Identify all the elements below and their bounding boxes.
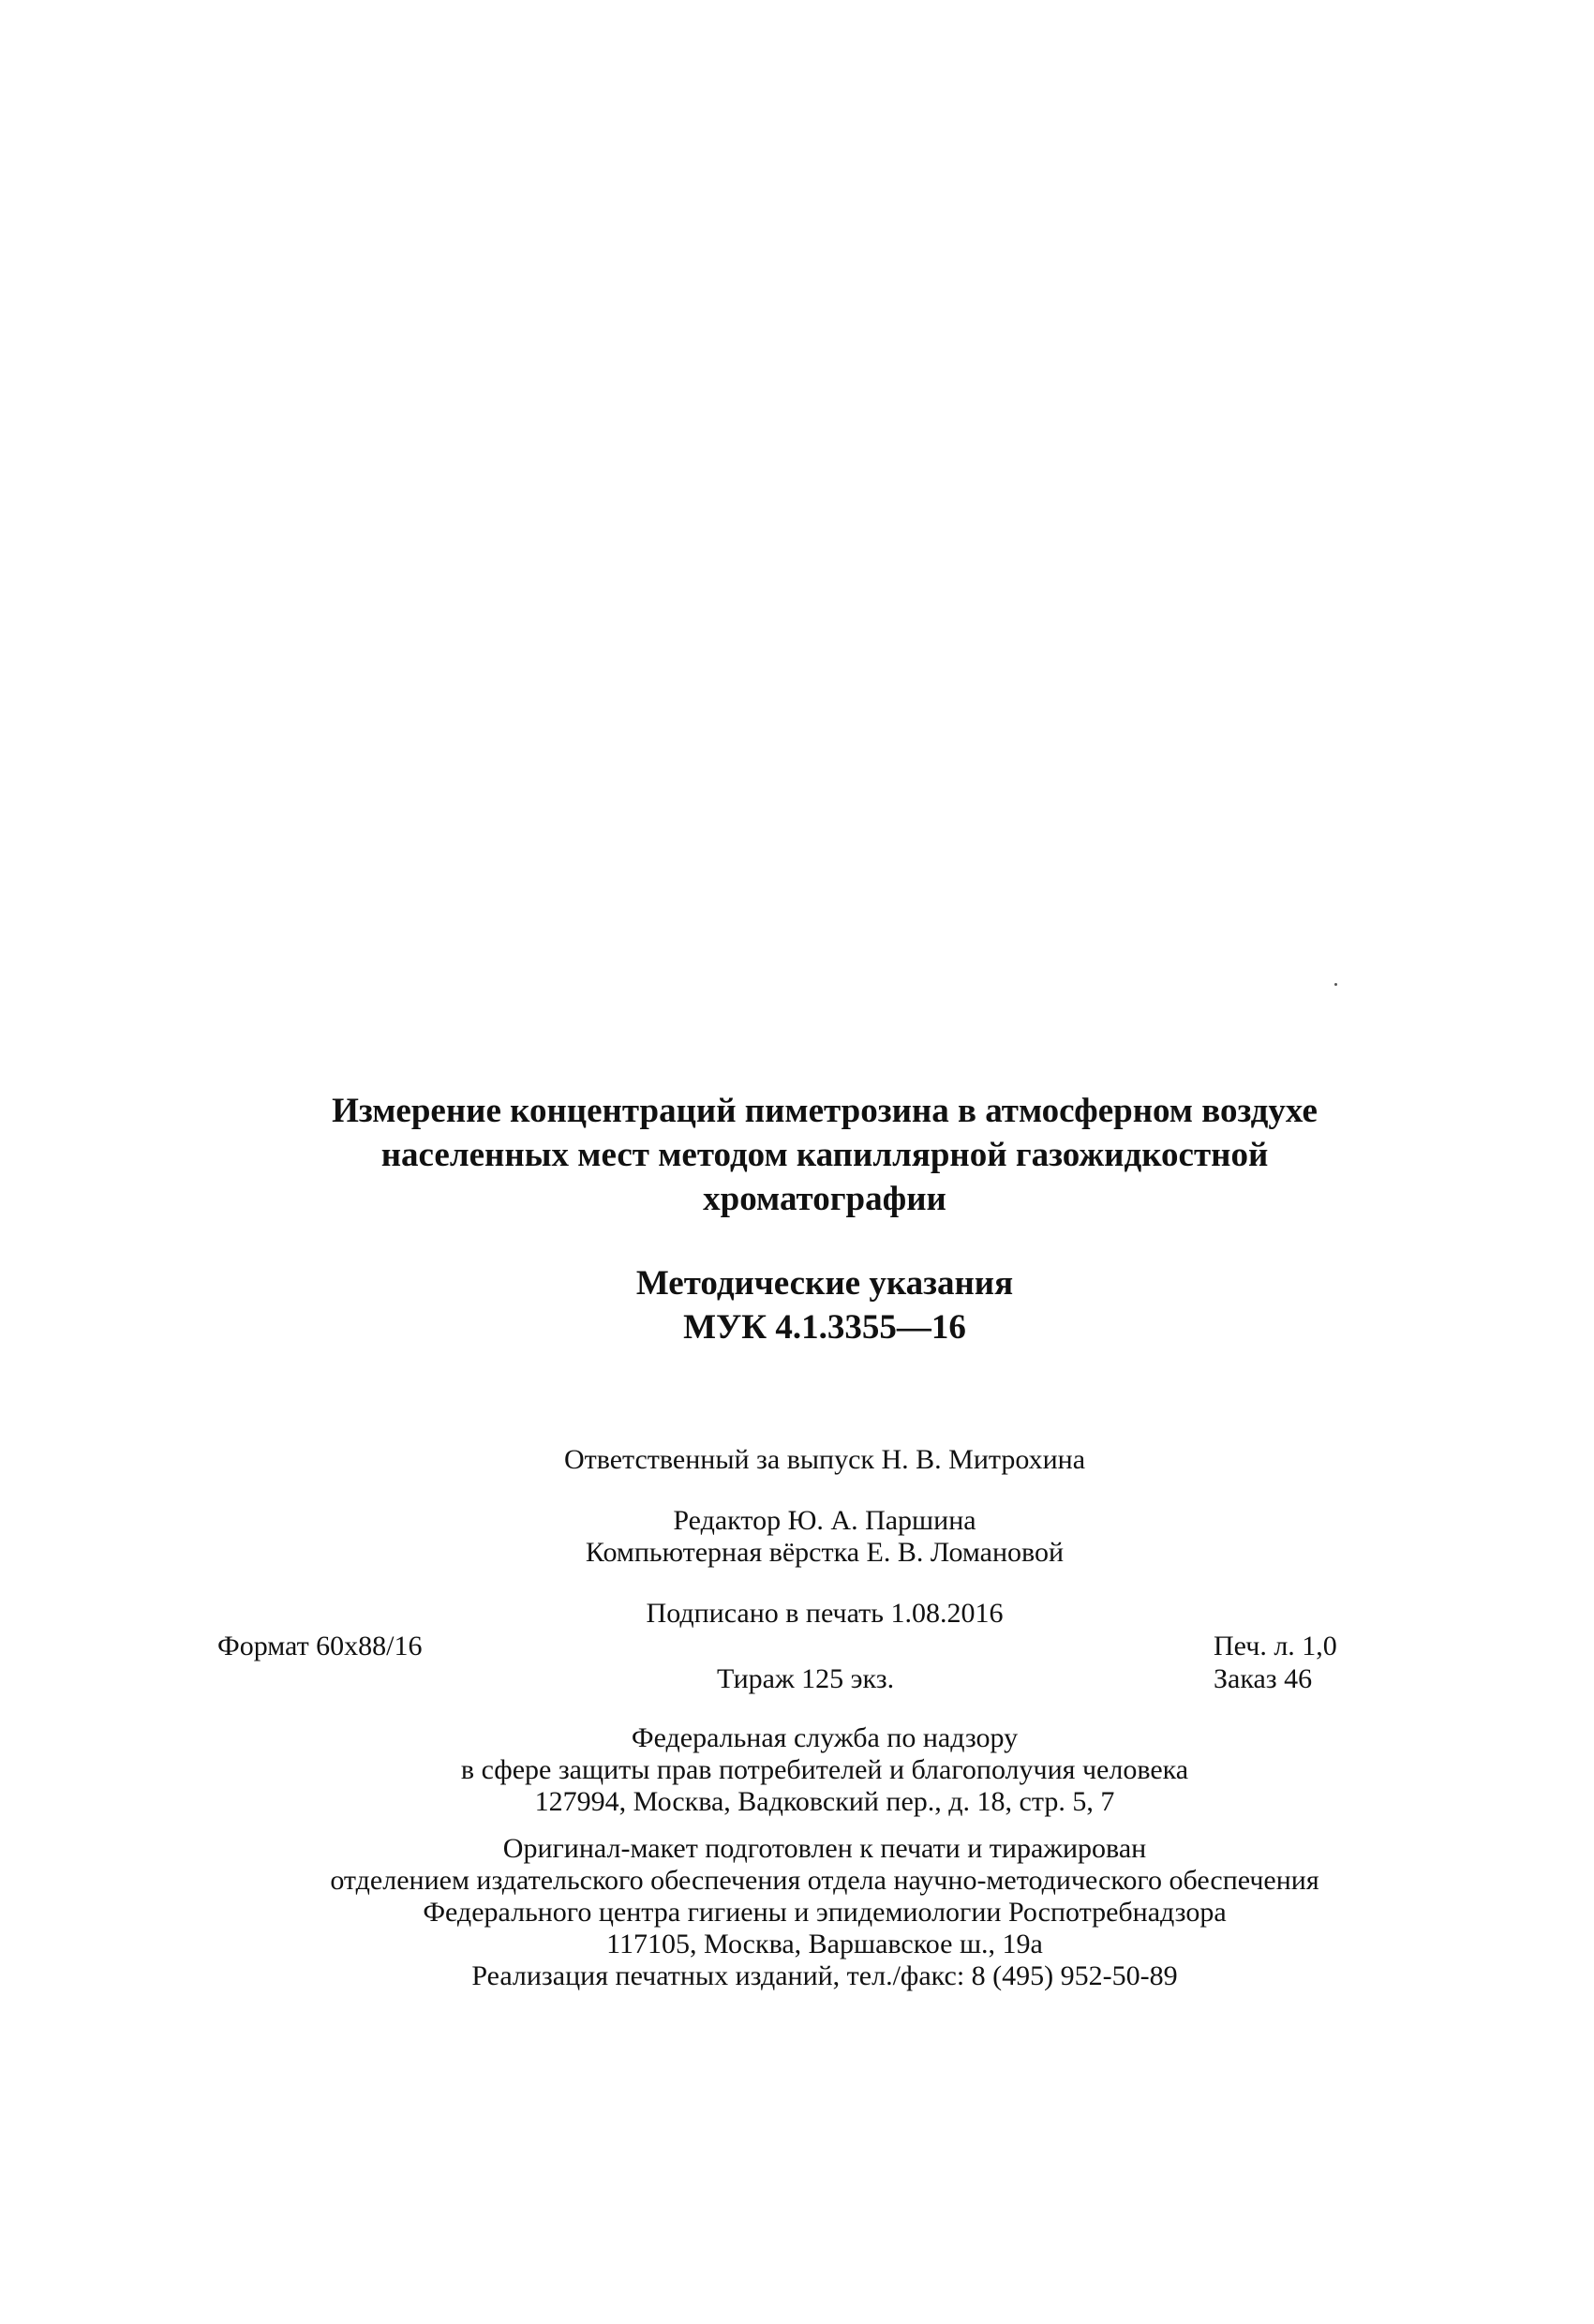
print-run: Тираж 125 экз. bbox=[717, 1663, 895, 1694]
printer-block bbox=[187, 1833, 1462, 1992]
doc-number: МУК 4.1.3355—16 bbox=[683, 1308, 966, 1347]
title-line-1: Измерение концентраций пиметрозина в атмосферном воздухе bbox=[332, 1092, 1318, 1130]
responsible-person: Ответственный за выпуск Н. В. Митрохина bbox=[563, 1444, 1086, 1475]
document-title bbox=[187, 1089, 1462, 1221]
paper-format: Формат 60x88/16 bbox=[217, 1631, 423, 1661]
printer-line-1: Оригинал-макет подготовлен к печати и тиражирован bbox=[502, 1833, 1147, 1864]
document-type bbox=[187, 1261, 1462, 1349]
doc-type-label: Методические указания bbox=[635, 1264, 1014, 1303]
printer-line-3: Федерального центра гигиены и эпидемиологии Роспотребнадзора bbox=[423, 1897, 1227, 1928]
order-number: Заказ 46 bbox=[1214, 1663, 1313, 1694]
scan-speck bbox=[1334, 983, 1337, 986]
printer-line-2: отделением издательского обеспечения отдела научно-методического обеспечения bbox=[330, 1865, 1319, 1896]
title-line-3: хроматографии bbox=[703, 1180, 946, 1218]
publisher-address: 127994, Москва, Вадковский пер., д. 18, стр. 5, 7 bbox=[534, 1786, 1115, 1817]
publisher-line-2: в сфере защиты прав потребителей и благополучия человека bbox=[460, 1754, 1189, 1785]
layout-designer: Компьютерная вёрстка Е. В. Ломановой bbox=[585, 1537, 1065, 1568]
signed-to-print: Подписано в печать 1.08.2016 bbox=[646, 1598, 1004, 1629]
editor: Редактор Ю. А. Паршина bbox=[673, 1505, 976, 1536]
printer-address: 117105, Москва, Варшавское ш., 19а bbox=[606, 1929, 1043, 1959]
printed-sheets: Печ. л. 1,0 bbox=[1214, 1631, 1337, 1661]
printer-contact: Реализация печатных изданий, тел./факс: 8 (495) 952-50-89 bbox=[471, 1960, 1178, 1991]
publisher-block bbox=[187, 1722, 1462, 1818]
publisher-line-1: Федеральная служба по надзору bbox=[631, 1722, 1019, 1753]
title-line-2: населенных мест методом капиллярной газожидкостной bbox=[380, 1136, 1269, 1174]
